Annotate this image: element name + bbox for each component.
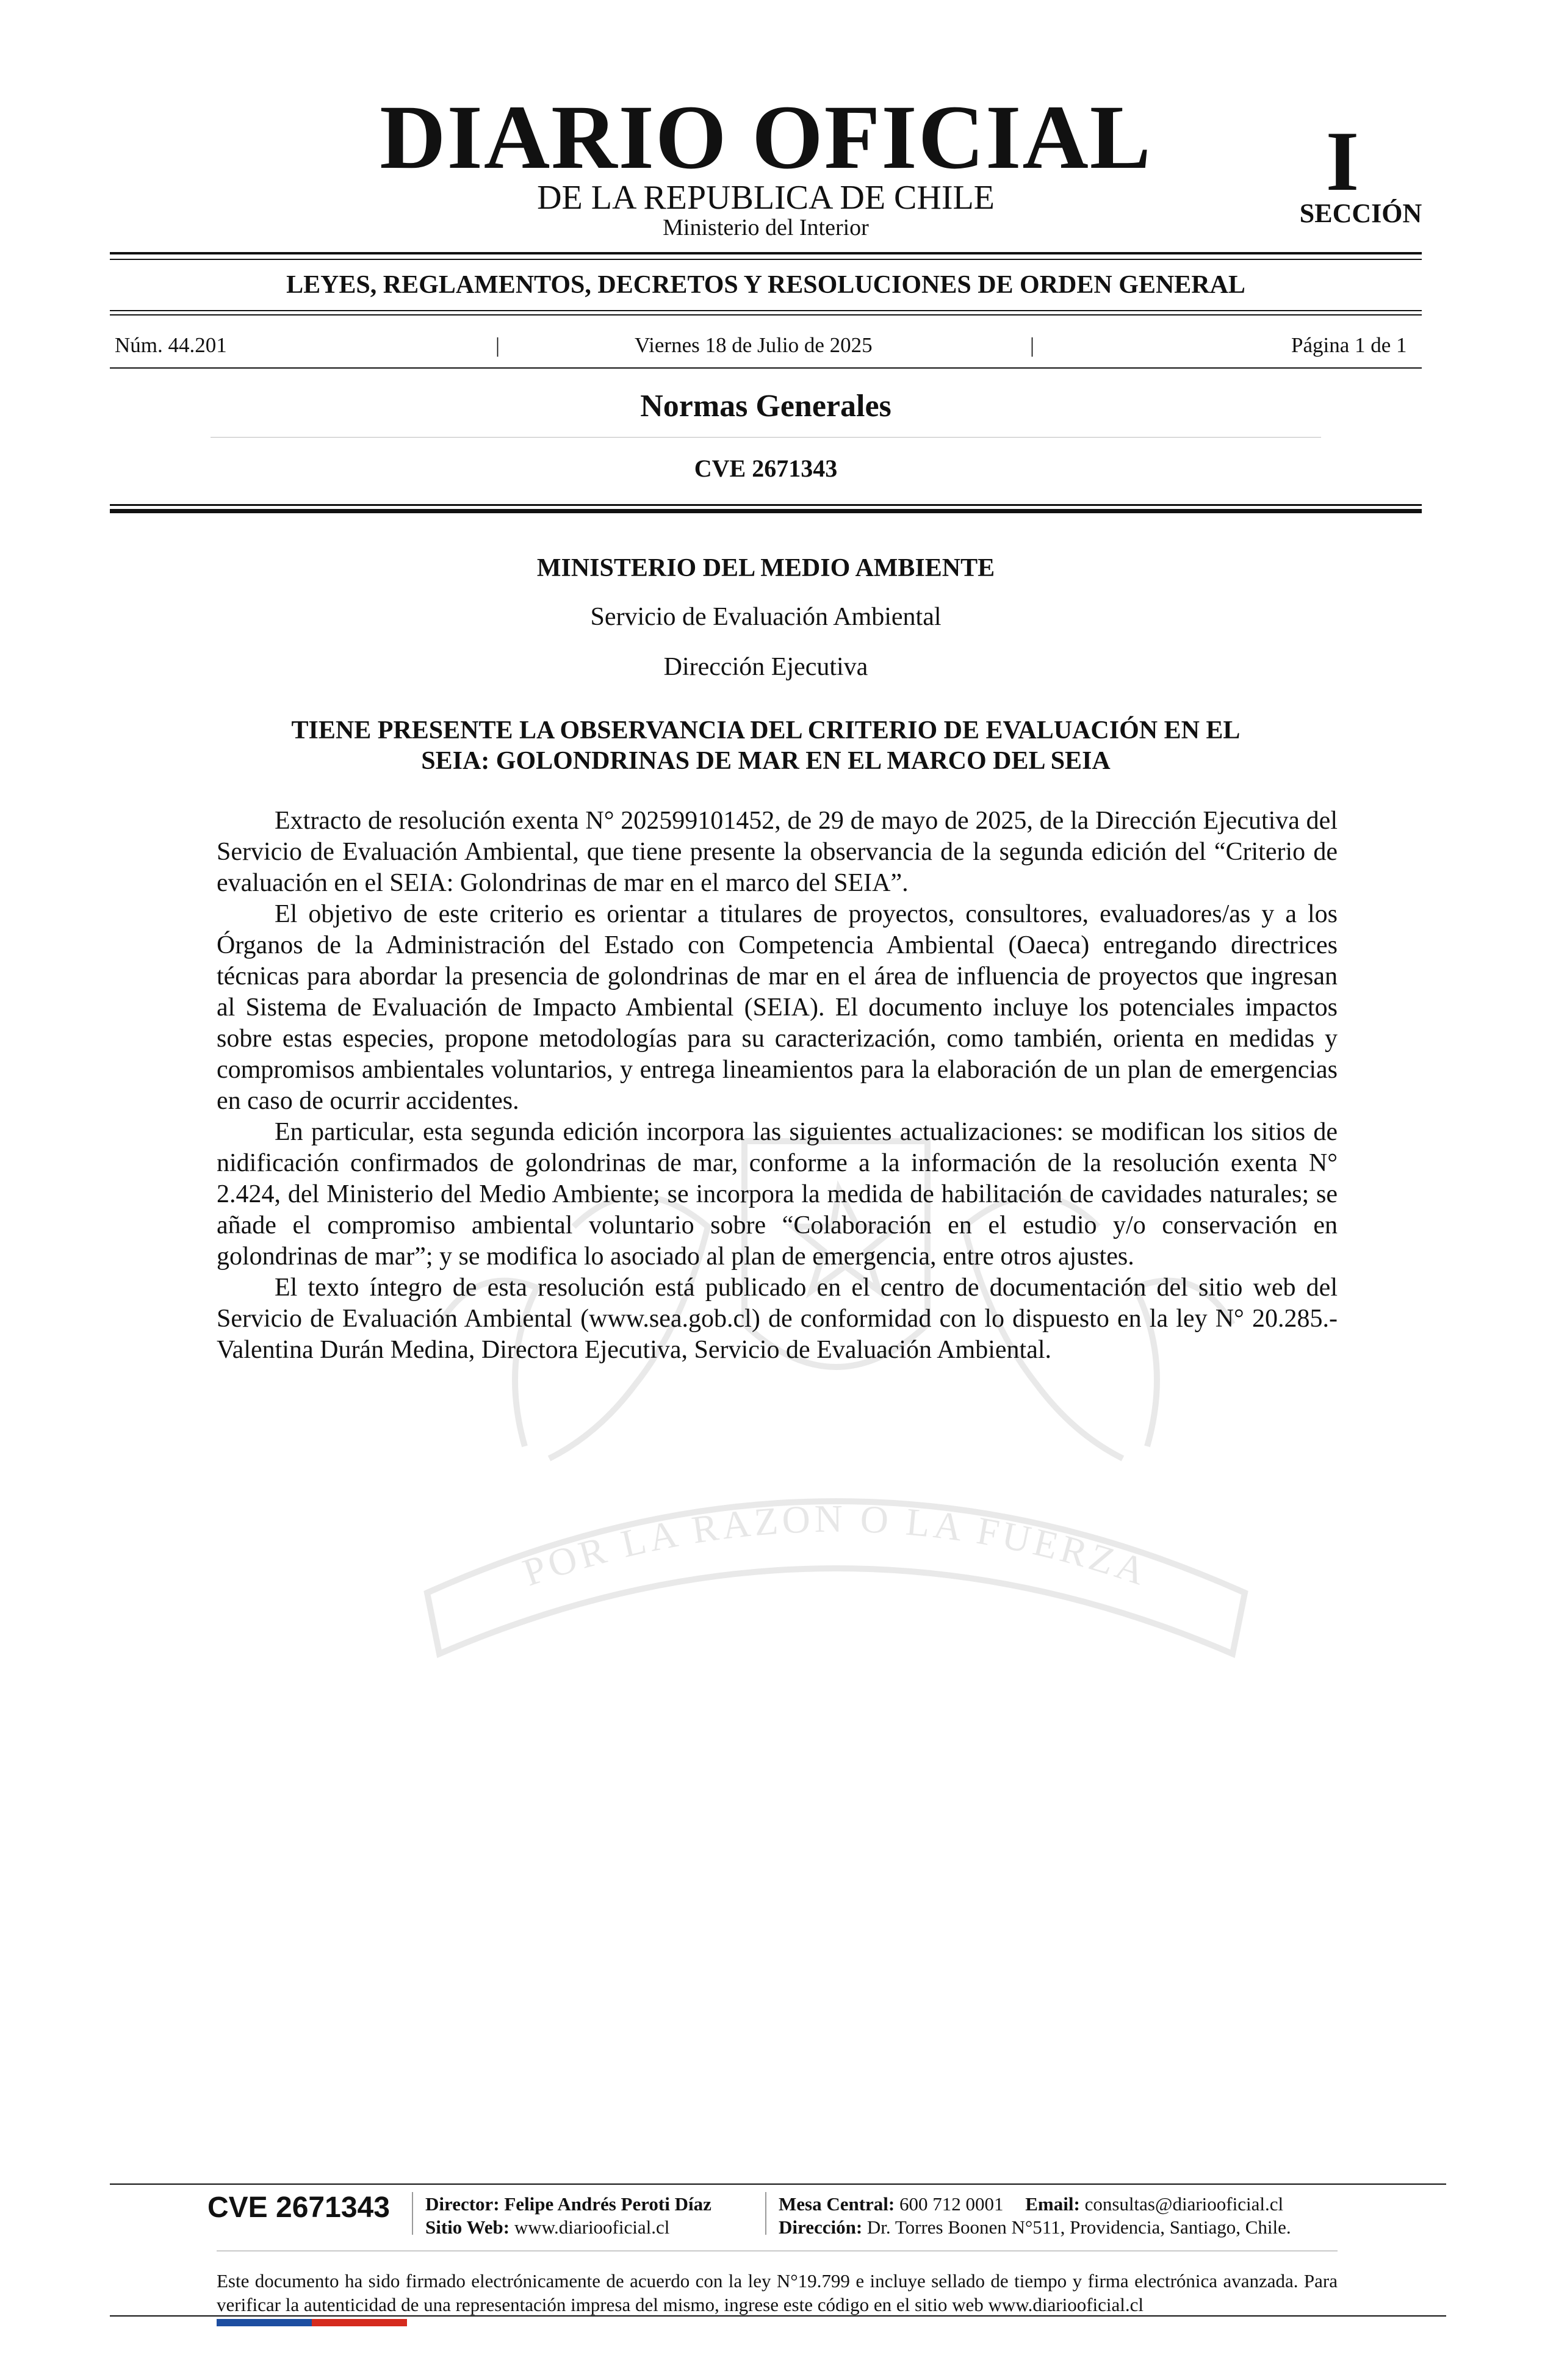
address-label: Dirección: bbox=[779, 2216, 863, 2238]
flag-color-bar bbox=[217, 2319, 407, 2326]
footer-divider-2 bbox=[765, 2192, 766, 2235]
section-title-underline bbox=[211, 437, 1321, 438]
phone-value: 600 712 0001 bbox=[899, 2193, 1004, 2215]
info-separator: | bbox=[1030, 333, 1035, 357]
cve-rule-1 bbox=[110, 504, 1422, 506]
direction-name: Dirección Ejecutiva bbox=[663, 653, 868, 681]
footer-cve-code: CVE 2671343 bbox=[207, 2191, 390, 2224]
email-link[interactable]: consultas@diariooficial.cl bbox=[1084, 2193, 1284, 2215]
web-link[interactable]: www.diariooficial.cl bbox=[514, 2216, 670, 2238]
footer-website bbox=[425, 2218, 669, 2237]
web-label: Sitio Web: bbox=[425, 2216, 510, 2238]
email-label: Email: bbox=[1025, 2193, 1080, 2215]
info-separator: | bbox=[495, 333, 500, 357]
body-paragraph: Extracto de resolución exenta N° 202599101452, de 29 de mayo de 2025, de la Dirección Ejecutiva del Servicio de Evaluación Ambiental, que tiene presente la observancia de la segunda edición del “Criterio de evaluación en el SEIA: Golondrinas de mar en el marco del SEIA”. bbox=[217, 807, 1338, 897]
footer-divider-1 bbox=[412, 2192, 413, 2235]
masthead-ministry: Ministerio del Interior bbox=[663, 215, 869, 240]
director-label: Director: bbox=[425, 2193, 500, 2215]
category-rule-2 bbox=[110, 314, 1422, 316]
service-name: Servicio de Evaluación Ambiental bbox=[590, 603, 942, 631]
footer-director bbox=[425, 2194, 711, 2213]
svg-text:POR LA RAZON O LA FUERZA bbox=[517, 1497, 1154, 1595]
footer-top-rule bbox=[110, 2183, 1446, 2185]
document-title bbox=[207, 715, 1324, 777]
body-paragraph: En particular, esta segunda edición incorpora las siguientes actualizaciones: se modifican los sitios de nidificación confirmados de golondrinas de mar, conforme a la información de la resolución exenta N° 2.424, del Ministerio del Medio Ambiente; se incorpora la medida de habilitación de cavidades naturales; se añade el compromiso ambiental voluntario sobre “Colaboración en el estudio y/o conservación en golondrinas de mar”; y se modifica lo asociado al plan de emergencia, entre otros ajustes. bbox=[217, 1118, 1338, 1271]
document-body bbox=[217, 806, 1338, 1366]
body-paragraph: El texto íntegro de esta resolución está publicado en el centro de documentación del sitio web del Servicio de Evaluación Ambiental (www.sea.gob.cl) de conformidad con lo dispuesto en la ley N° 20.285.- Valentina Durán Medina, Directora Ejecutiva, Servicio de Evaluación Ambiental. bbox=[217, 1274, 1338, 1364]
phone-label: Mesa Central: bbox=[779, 2193, 895, 2215]
ministry-name: MINISTERIO DEL MEDIO AMBIENTE bbox=[536, 554, 995, 582]
masthead-subtitle: DE LA REPUBLICA DE CHILE bbox=[537, 179, 995, 217]
category-heading: LEYES, REGLAMENTOS, DECRETOS Y RESOLUCIONES DE ORDEN GENERAL bbox=[286, 271, 1245, 299]
issue-date: Viernes 18 de Julio de 2025 bbox=[635, 333, 873, 357]
document-title-line-1: TIENE PRESENTE LA OBSERVANCIA DEL CRITERIO DE EVALUACIÓN EN EL bbox=[291, 716, 1241, 745]
section-title: Normas Generales bbox=[640, 389, 891, 424]
issue-number: Núm. 44.201 bbox=[115, 333, 227, 357]
cve-code: CVE 2671343 bbox=[694, 455, 838, 482]
masthead-title: DIARIO OFICIAL bbox=[380, 87, 1152, 188]
director-value: Felipe Andrés Peroti Díaz bbox=[504, 2193, 711, 2215]
cve-rule-2 bbox=[110, 509, 1422, 513]
category-rule-1 bbox=[110, 310, 1422, 311]
section-number: I bbox=[1325, 114, 1360, 209]
footer-legal-notice: Este documento ha sido firmado electrónicamente de acuerdo con la ley N°19.799 e incluye sellado de tiempo y firma electrónica avanzada. Para verificar la autenticidad de una representación impresa del mismo, ingrese este código en el sitio web www.diariooficial.cl bbox=[217, 2270, 1338, 2315]
body-paragraph: El objetivo de este criterio es orientar a titulares de proyectos, consultores, evaluadores/as y a los Órganos de la Administración del Estado con Competencia Ambiental (Oaeca) entregando directrices técnicas para abordar la presencia de golondrinas de mar en el área de influencia de proyectos que ingresan al Sistema de Evaluación de Impacto Ambiental (SEIA). El documento incluye los potenciales impactos sobre estas especies, propone metodologías para su caracterización, como también, orienta en medidas y compromisos ambientales voluntarios, y entrega lineamientos para la elaboración de un plan de emergencias en caso de ocurrir accidentes. bbox=[217, 900, 1338, 1115]
page-info: Página 1 de 1 bbox=[1291, 333, 1407, 357]
document-title-line-2: SEIA: GOLONDRINAS DE MAR EN EL MARCO DEL SEIA bbox=[421, 747, 1111, 776]
flag-red-segment bbox=[312, 2319, 407, 2326]
section-label: SECCIÓN bbox=[1299, 198, 1422, 228]
footer-bottom-rule bbox=[110, 2315, 1446, 2317]
flag-blue-segment bbox=[217, 2319, 312, 2326]
footer-contact bbox=[779, 2194, 1283, 2213]
top-double-rule-2 bbox=[110, 259, 1422, 260]
footer-address bbox=[779, 2218, 1291, 2237]
info-rule bbox=[110, 367, 1422, 369]
watermark-motto: POR LA RAZON O LA FUERZA bbox=[517, 1496, 1154, 1595]
address-value: Dr. Torres Boonen N°511, Providencia, Santiago, Chile. bbox=[866, 2216, 1291, 2238]
top-double-rule-1 bbox=[110, 252, 1422, 254]
